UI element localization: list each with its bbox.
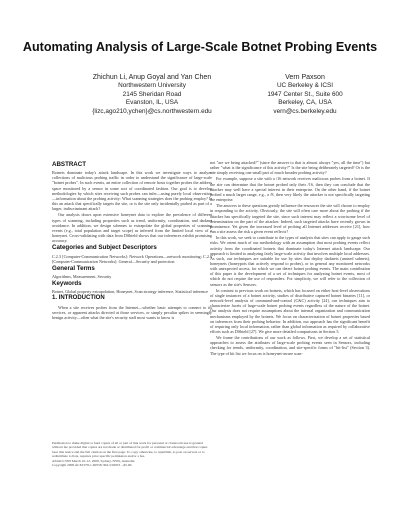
body-paragraph: The answers to these questions greatly influence the resources the site will choose to employ in responding to the activity. Obviously, the site will often care more about the probing if the attacker has specifically targeted the site, since such interest may reflect a worrisome level of determination on the part of the attacker. Indeed, such targeted attacks have recently grown in prominence. Yet given the increased level of probing all Internet addresses receive [21], how can a site assess the risk a given event reflects? — [210, 203, 370, 235]
abstract-paragraph: Botnets dominate today's attack landscape. In this work we investigate ways to analyze collections of malicious probing traffic in order to understand the significance of large-scale "botnet probes". In such events, an entire collection of remote hosts together probes the address space monitored by a sensor in some sort of coordinated fashion. Our goal is to develop methodologies by which sites receiving such probes can infer—using purely local observation—information about the probing activity: What scanning strategies does the probing employ? Is this an attack that specifically targets the site, or is the site only incidentally probed as part of a larger, indiscriminant attack? — [52, 170, 212, 212]
keywords-text: Botnet, Global property extrapolation, Honeynet, Scan strategy inference, Statistical inference — [52, 289, 209, 295]
author-address-line: 2145 Sheridan Road — [122, 90, 182, 98]
author-address-line: Evanston, IL, USA — [125, 99, 179, 107]
author-block-right — [250, 74, 360, 116]
categories-text: C.2.3 [Computer-Communication Networks]: Network Operations—network monitoring; C.2.0 [Computer-Communication Networks]: General—Security and protection — [52, 253, 212, 264]
body-paragraph: In this work, we seek to contribute to the types of analysis that sites can apply to gauge such risks. We orient much of our methodology with an assumption that most probing events reflect activity from the coordinated botnets that dominate today's Internet attack landscape. Our approach is limited to analyzing fairly large-scale activity that involves multiple local addresses. As such, our techniques are suitable for use by sites that deploy darknets (unused subnets), honeynets (honeypots that actively respond to probes), or in general any monitored networks with unexpected access, for which we can detect botnet probing events. The main contribution of this paper is the development of a set of techniques for analyzing botnet events, most of which do not require the use of responders. For simplicity, we will refer to the collection of sensors as the site's Sensors. — [210, 235, 370, 287]
body-paragraph: We frame the contributions of our work as follows. First, we develop a set of statistical approaches to assess the attributes of large-scale probing events seen in Sensors, including checking for trends, uniformity, coordination, and site-specific forms of "hit-list" (Section 3). The type of hit list we focus on is honeynet-aware scan- — [210, 335, 370, 356]
introduction-heading: 1. INTRODUCTION — [52, 295, 105, 302]
abstract-heading: ABSTRACT — [52, 161, 87, 168]
right-column — [210, 160, 370, 357]
body-paragraph: For example, suppose a site with a /16 network receives malicious probes from a botnet. If the site can determine that the botnet probed only their /16, then they can conclude that the attacker may well have a special interest in their enterprise. On the other hand, if the botnet probed a much larger range, e.g., a /8, then very likely the attacker is not specifically targeting the enterprise. — [210, 176, 370, 203]
author-email: {lizc,ago210,ychen}@cs.northwestern.edu — [92, 107, 212, 115]
author-affiliation: Northwestern University — [118, 82, 186, 90]
author-names: Vern Paxson — [285, 74, 325, 81]
general-terms-text: Algorithms, Measurement, Security — [52, 273, 112, 279]
permission-notice: Permission to make digital or hard copies of all or part of this work for personal or classroom use is granted without fee provided that copies are not made or distributed for profit or commercial advantage and that copies bear this notice and the full citation on the first page. To copy otherwise, to republish, to post on servers or to redistribute to lists, requires prior specific permission and/or a fee. — [52, 441, 208, 459]
author-names: Zhichun Li, Anup Goyal and Yan Chen — [92, 74, 212, 81]
copyright-footnote — [52, 441, 212, 467]
paper-title: Automating Analysis of Large-Scale Botnet Probing Events — [22, 40, 378, 54]
body-paragraph: not "are we being attacked?" (since the answer to that is almost always "yes, all the time") but rather "what is the significance of this activity?" Is the site being deliberately targeted? Or is the site simply receiving one small part of much broader probing activity? — [210, 160, 370, 176]
author-block-left — [62, 74, 242, 116]
copyright-line: Copyright 2009 ACM 978-1-60558-394-5/09/03 ...$5.00. — [52, 463, 133, 468]
general-terms-heading: General Terms — [52, 264, 95, 272]
categories-heading: Categories and Subject Descriptors — [52, 244, 157, 252]
introduction-paragraph: When a site receives probes from the Internet—whether basic attempts to connect to its services, or apparent attacks directed at those services, or simply peculiar spikes in seemingly benign activity—often what the site's security staff most wants to know is — [52, 304, 212, 320]
left-column — [52, 160, 212, 321]
author-email: vern@cs.berkeley.edu — [273, 107, 337, 115]
author-address-line: Berkeley, CA, USA — [278, 99, 332, 107]
keywords-heading: Keywords — [52, 280, 82, 288]
author-address-line: 1947 Center St., Suite 600 — [267, 90, 343, 98]
body-paragraph: In contrast to previous work on botnets, which has focused on either host-level observations of single instances of a botnet activity, studies of distributive captured botnet binaries [11], or network-level analysis of command-and-control (C&C) activity [24], our techniques aim to characterize facets of large-scale botnet probing events regardless of the nature of the botnet. Our analysis does not require assumptions about the internal organization and communication mechanisms employed by the botnets. We focus on characterization of botnet properties based on inferences from their probing behavior. In addition, our approach has the significant benefit of requiring only local information, rather than global information as required by collaborative efforts such as DShield [27]. We give more detailed comparisons in Section 5. — [210, 287, 370, 334]
conference-line: ASIACCS'09 March 10-12, 2009, Sydney, NSW, Australia. — [52, 458, 136, 463]
abstract-paragraph: Our analysis draws upon extensive honeynet data to explore the prevalence of different types of scanning, including properties such as trend, uniformity, coordination, and darknet avoidance. In addition, we design schemes to extrapolate the global properties of scanning events (e.g., total population and target scope) as inferred from the limited local view of a honeynet. Cross-validating with data from DShield shows that our inferences exhibit promising accuracy. — [52, 212, 212, 244]
author-affiliation: UC Berkeley & ICSI — [276, 82, 334, 90]
